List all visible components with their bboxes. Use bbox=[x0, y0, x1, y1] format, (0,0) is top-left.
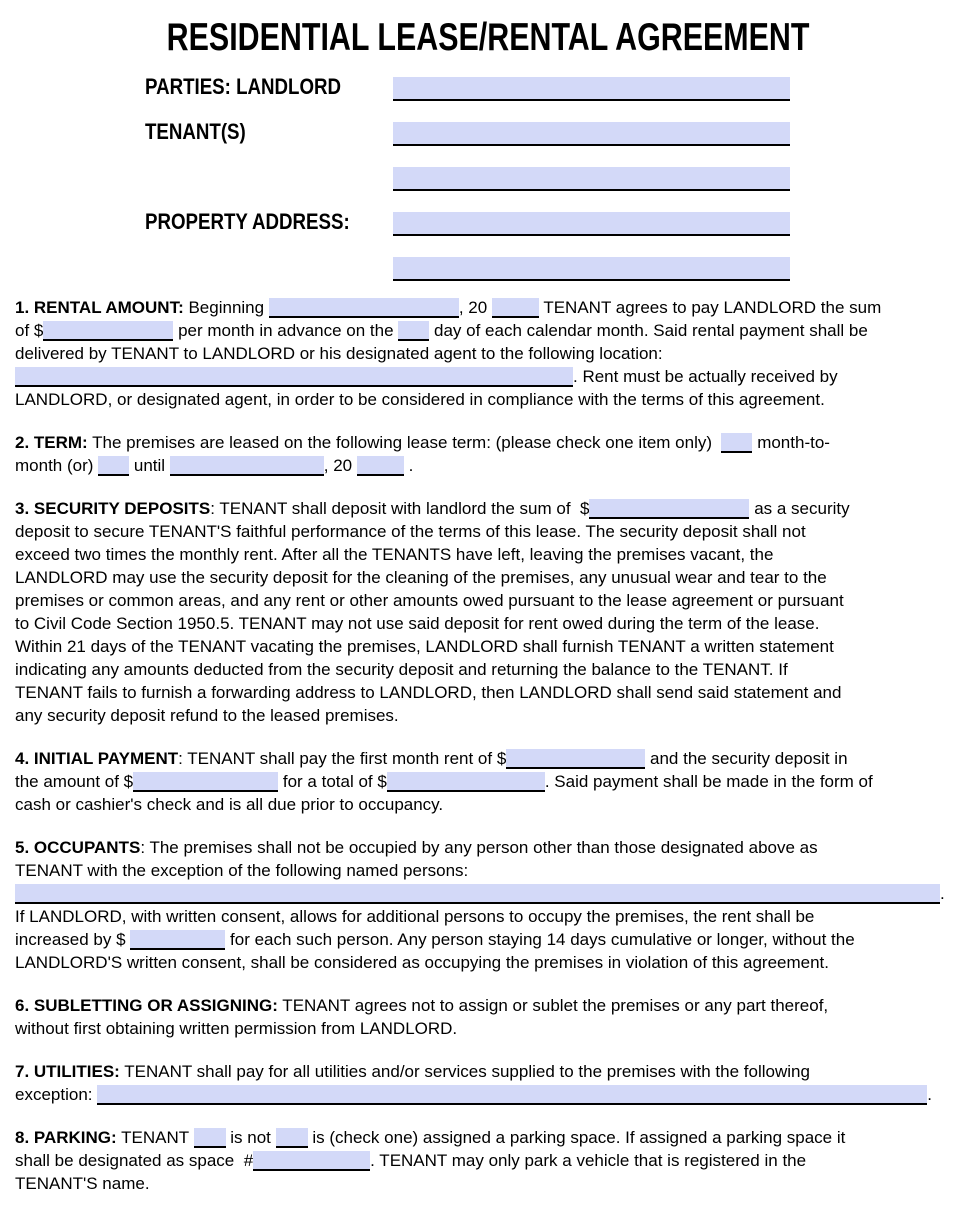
body-text: TENANT fails to furnish a forwarding address to LANDLORD, then LANDLORD shall send said statement and bbox=[15, 683, 842, 702]
blank-field[interactable] bbox=[15, 884, 940, 904]
body-text: Beginning bbox=[183, 298, 269, 317]
blank-field[interactable] bbox=[506, 749, 645, 769]
tenant-row-2 bbox=[15, 165, 961, 191]
text-line bbox=[15, 388, 961, 411]
body-text: without first obtaining written permission from LANDLORD. bbox=[15, 1019, 458, 1038]
body-text: cash or cashier's check and is all due prior to occupancy. bbox=[15, 795, 444, 814]
text-line bbox=[15, 681, 961, 704]
body-text: is not bbox=[225, 1128, 276, 1147]
body-text: for a total of $ bbox=[278, 772, 387, 791]
body-text: . Said payment shall be made in the form of bbox=[544, 772, 873, 791]
spacer-label bbox=[145, 190, 356, 191]
body-text: TENANT shall pay for all utilities and/or services supplied to the premises with the following bbox=[119, 1062, 810, 1081]
section-heading: 3. SECURITY DEPOSITS bbox=[15, 499, 211, 518]
landlord-row bbox=[15, 75, 961, 101]
body-text: of $ bbox=[15, 321, 44, 340]
landlord-name-field[interactable] bbox=[393, 77, 790, 101]
tenant-name-field-2[interactable] bbox=[393, 167, 790, 191]
property-address-row-1 bbox=[15, 210, 961, 236]
tenant-row-1 bbox=[15, 120, 961, 146]
blank-field[interactable] bbox=[97, 1085, 927, 1105]
body-text: LANDLORD may use the security deposit for the cleaning of the premises, any unusual wear and tear to the bbox=[15, 568, 827, 587]
body-text: TENANT with the exception of the following named persons: bbox=[15, 861, 469, 880]
body-text: . bbox=[927, 1085, 932, 1104]
blank-field[interactable] bbox=[130, 930, 225, 950]
blank-field[interactable] bbox=[269, 298, 459, 318]
text-line bbox=[15, 520, 961, 543]
body-text: Within 21 days of the TENANT vacating the premises, LANDLORD shall furnish TENANT a written statement bbox=[15, 637, 834, 656]
text-line bbox=[15, 882, 961, 905]
body-text: month-to- bbox=[752, 433, 830, 452]
text-line bbox=[15, 793, 961, 816]
text-line bbox=[15, 319, 961, 342]
body-text: delivered by TENANT to LANDLORD or his designated agent to the following location: bbox=[15, 344, 663, 363]
text-line bbox=[15, 770, 961, 793]
section-term bbox=[15, 431, 961, 477]
blank-field[interactable] bbox=[357, 456, 404, 476]
text-line bbox=[15, 1149, 961, 1172]
text-line bbox=[15, 928, 961, 951]
text-line bbox=[15, 612, 961, 635]
body-text: any security deposit refund to the leased premises. bbox=[15, 706, 399, 725]
section-heading: 8. PARKING: bbox=[15, 1128, 117, 1147]
section-heading: 6. SUBLETTING OR ASSIGNING: bbox=[15, 996, 278, 1015]
section-utilities bbox=[15, 1060, 961, 1106]
body-text: exceed two times the monthly rent. After all the TENANTS have left, leaving the premises vacant, the bbox=[15, 545, 774, 564]
body-text: per month in advance on the bbox=[173, 321, 399, 340]
body-text: for each such person. Any person staying 14 days cumulative or longer, without the bbox=[225, 930, 855, 949]
text-line bbox=[15, 543, 961, 566]
blank-field[interactable] bbox=[387, 772, 545, 792]
text-line bbox=[15, 1172, 961, 1195]
blank-field[interactable] bbox=[398, 321, 429, 341]
section-initial-payment bbox=[15, 747, 961, 816]
body-text: indicating any amounts deducted from the security deposit and returning the balance to the TENANT. If bbox=[15, 660, 788, 679]
text-line bbox=[15, 431, 961, 454]
body-text: : The premises shall not be occupied by any person other than those designated above as bbox=[140, 838, 818, 857]
text-line bbox=[15, 859, 961, 882]
section-heading: 4. INITIAL PAYMENT bbox=[15, 749, 179, 768]
body-text: . bbox=[940, 884, 945, 903]
body-text: LANDLORD, or designated agent, in order to be considered in compliance with the terms of this agreement. bbox=[15, 390, 825, 409]
text-line bbox=[15, 951, 961, 974]
text-line bbox=[15, 658, 961, 681]
blank-field[interactable] bbox=[194, 1128, 226, 1148]
section-security-deposits bbox=[15, 497, 961, 727]
blank-field[interactable] bbox=[98, 456, 129, 476]
body-text: TENANT'S name. bbox=[15, 1174, 150, 1193]
spacer-label bbox=[145, 280, 356, 281]
body-text: is (check one) assigned a parking space. If assigned a parking space it bbox=[307, 1128, 846, 1147]
text-line bbox=[15, 342, 961, 365]
text-line bbox=[15, 589, 961, 612]
parties-header bbox=[15, 75, 961, 281]
body-text: . Rent must be actually received by bbox=[573, 367, 838, 386]
text-line bbox=[15, 566, 961, 589]
body-text: day of each calendar month. Said rental payment shall be bbox=[429, 321, 868, 340]
blank-field[interactable] bbox=[43, 321, 173, 341]
section-subletting-or-assigning bbox=[15, 994, 961, 1040]
text-line bbox=[15, 905, 961, 928]
blank-field[interactable] bbox=[492, 298, 539, 318]
document-title: RESIDENTIAL LEASE/RENTAL AGREEMENT bbox=[166, 16, 810, 59]
body-text: . bbox=[403, 456, 414, 475]
property-address-label: PROPERTY ADDRESS: bbox=[145, 209, 350, 234]
body-text: . TENANT may only park a vehicle that is registered in the bbox=[370, 1151, 807, 1170]
text-line bbox=[15, 747, 961, 770]
text-line bbox=[15, 296, 961, 319]
section-parking bbox=[15, 1126, 961, 1195]
property-address-field-1[interactable] bbox=[393, 212, 790, 236]
parties-landlord-label: PARTIES: LANDLORD bbox=[145, 74, 342, 99]
body-text: until bbox=[129, 456, 170, 475]
blank-field[interactable] bbox=[253, 1151, 370, 1171]
body-text: If LANDLORD, with written consent, allows for additional persons to occupy the premises, the rent shall be bbox=[15, 907, 815, 926]
body-text: TENANT agrees to pay LANDLORD the sum bbox=[538, 298, 882, 317]
text-line bbox=[15, 994, 961, 1017]
text-line bbox=[15, 454, 961, 477]
text-line bbox=[15, 1083, 961, 1106]
body-text: exception: bbox=[15, 1085, 98, 1104]
blank-field[interactable] bbox=[276, 1128, 308, 1148]
body-text: LANDLORD'S written consent, shall be considered as occupying the premises in violation of this agreement. bbox=[15, 953, 829, 972]
body-text: TENANT agrees not to assign or sublet the premises or any part thereof, bbox=[277, 996, 829, 1015]
document-title-row bbox=[15, 16, 961, 60]
blank-field[interactable] bbox=[15, 367, 573, 387]
tenants-label: TENANT(S) bbox=[145, 119, 246, 144]
body-text: : TENANT shall deposit with landlord the sum of $ bbox=[210, 499, 590, 518]
blank-field[interactable] bbox=[589, 499, 749, 519]
blank-field[interactable] bbox=[133, 772, 278, 792]
text-line bbox=[15, 836, 961, 859]
agreement-body bbox=[15, 296, 961, 1195]
text-line bbox=[15, 635, 961, 658]
text-line bbox=[15, 1126, 961, 1149]
property-address-field-2[interactable] bbox=[393, 257, 790, 281]
body-text: premises or common areas, and any rent or other amounts owed pursuant to the lease agreement or pursuant bbox=[15, 591, 844, 610]
section-occupants bbox=[15, 836, 961, 974]
blank-field[interactable] bbox=[170, 456, 324, 476]
body-text: month (or) bbox=[15, 456, 99, 475]
body-text: to Civil Code Section 1950.5. TENANT may not use said deposit for rent owed during the term of the lease. bbox=[15, 614, 820, 633]
section-heading: 7. UTILITIES: bbox=[15, 1062, 120, 1081]
body-text: TENANT bbox=[116, 1128, 194, 1147]
body-text: as a security bbox=[749, 499, 850, 518]
body-text: The premises are leased on the following lease term: (please check one item only) bbox=[87, 433, 722, 452]
tenant-name-field-1[interactable] bbox=[393, 122, 790, 146]
section-heading: 5. OCCUPANTS bbox=[15, 838, 141, 857]
section-rental-amount bbox=[15, 296, 961, 411]
body-text: and the security deposit in bbox=[645, 749, 848, 768]
section-heading: 2. TERM: bbox=[15, 433, 88, 452]
text-line bbox=[15, 365, 961, 388]
body-text: , 20 bbox=[458, 298, 492, 317]
text-line bbox=[15, 1017, 961, 1040]
section-heading: 1. RENTAL AMOUNT: bbox=[15, 298, 184, 317]
body-text: the amount of $ bbox=[15, 772, 134, 791]
body-text: increased by $ bbox=[15, 930, 131, 949]
body-text: deposit to secure TENANT'S faithful performance of the terms of this lease. The security deposit shall not bbox=[15, 522, 806, 541]
property-address-row-2 bbox=[15, 255, 961, 281]
text-line bbox=[15, 1060, 961, 1083]
text-line bbox=[15, 497, 961, 520]
blank-field[interactable] bbox=[721, 433, 752, 453]
text-line bbox=[15, 704, 961, 727]
body-text: shall be designated as space # bbox=[15, 1151, 254, 1170]
body-text: , 20 bbox=[323, 456, 357, 475]
body-text: : TENANT shall pay the first month rent of $ bbox=[178, 749, 507, 768]
